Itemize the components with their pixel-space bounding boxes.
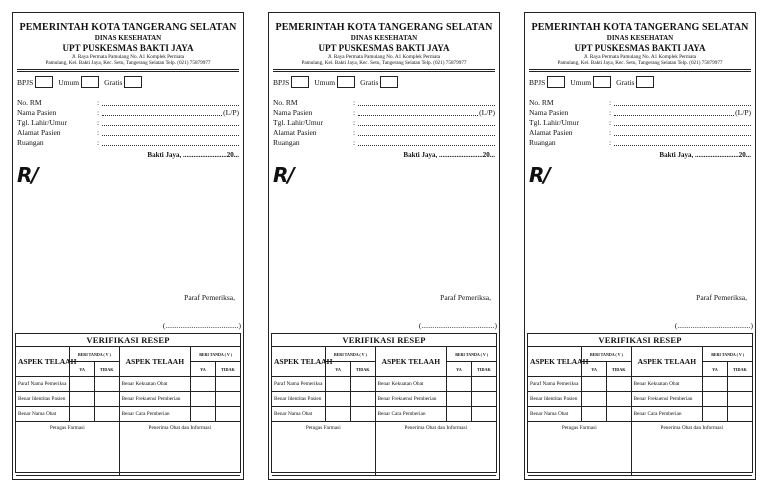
yes-header: YA: [703, 362, 728, 377]
patient-fields: [273, 98, 495, 148]
address-line-2: Pamulang, Kel. Bakti Jaya, Kec. Setu, Tangerang Selatan Telp. (021) 75879977: [45, 60, 211, 67]
check-cell-no[interactable]: [215, 407, 240, 422]
pharmacist-signature[interactable]: Petugas Farmasi: [272, 422, 375, 476]
verification-title: VERIFIKASI RESEP: [16, 334, 240, 347]
field-input-line[interactable]: :: [97, 118, 239, 128]
place-date: Bakti Jaya, .........................20...: [659, 151, 751, 160]
aspect-item: Benar Cara Pemberian: [375, 407, 447, 422]
checkbox-gratis[interactable]: [124, 76, 142, 88]
recipient-signature[interactable]: Penerima Obat dan Informasi: [631, 422, 752, 476]
field-alamat: [529, 128, 751, 138]
aspect-item: Paraf Nama Pemeriksa: [528, 377, 582, 392]
address-line-1: Jl. Raya Permata Pamulang No. A1 Komplek Permata: [583, 54, 697, 60]
field-label: Tgl. Lahir/Umur: [273, 118, 323, 128]
aspect-item: Benar Nama Obat: [16, 407, 70, 422]
recipient-signature[interactable]: Penerima Obat dan Informasi: [119, 422, 240, 476]
field-label: Alamat Pasien: [529, 128, 573, 138]
check-cell-yes[interactable]: [70, 392, 95, 407]
aspect-item: Benar Frekuensi Pemberian: [375, 392, 447, 407]
check-cell-yes[interactable]: [70, 377, 95, 392]
aspect-header-right: ASPEK TELAAH: [119, 347, 191, 377]
category-label-gratis: Gratis: [360, 77, 379, 87]
category-label-gratis: Gratis: [616, 77, 635, 87]
field-ruangan: [17, 138, 239, 148]
check-cell-yes[interactable]: [447, 407, 472, 422]
check-cell-no[interactable]: [727, 407, 752, 422]
pharmacist-signature[interactable]: Petugas Farmasi: [528, 422, 631, 476]
field-input-line[interactable]: :: [609, 118, 751, 128]
field-nama-pasien: [273, 108, 495, 118]
examiner-signature-label: Paraf Pemeriksa,: [184, 293, 235, 302]
field-nama-pasien: [17, 108, 239, 118]
aspect-item: Benar Identitas Pasien: [528, 392, 582, 407]
field-tgl-lahir: [273, 118, 495, 128]
field-label: Alamat Pasien: [273, 128, 317, 138]
payment-category-row: [17, 76, 243, 88]
yes-header: YA: [447, 362, 472, 377]
check-cell-no[interactable]: [606, 377, 631, 392]
table-row: [16, 392, 240, 407]
check-cell-yes[interactable]: [191, 407, 216, 422]
aspect-item: Benar Cara Pemberian: [119, 407, 191, 422]
check-cell-yes[interactable]: [326, 392, 351, 407]
field-input-line[interactable]: :: [353, 118, 495, 128]
check-header-right: BERI TANDA ( V ): [703, 347, 752, 362]
clinic-title: UPT PUSKESMAS BAKTI JAYA: [574, 43, 706, 53]
aspect-item: Benar Frekuensi Pemberian: [119, 392, 191, 407]
prescription-form-2: [268, 12, 500, 480]
check-header-left: BERI TANDA ( V ): [582, 347, 631, 362]
check-cell-no[interactable]: [727, 392, 752, 407]
field-input-line[interactable]: :: [609, 98, 751, 108]
form-header: [13, 23, 243, 66]
yes-header: YA: [191, 362, 216, 377]
category-label-bpjs: BPJS: [529, 77, 546, 87]
header-divider-thin: [273, 71, 495, 72]
header-divider: [17, 69, 239, 70]
address-line-1: Jl. Raya Permata Pamulang No. A1 Komplek Permata: [327, 54, 441, 60]
check-cell-yes[interactable]: [703, 407, 728, 422]
gender-suffix: (L/P): [735, 108, 751, 118]
department-title: DINAS KESEHATAN: [606, 34, 674, 42]
government-title: PEMERINTAH KOTA TANGERANG SELATAN: [19, 22, 237, 33]
field-input-line[interactable]: : (L/P): [609, 108, 751, 118]
department-title: DINAS KESEHATAN: [94, 34, 162, 42]
examiner-signature-line[interactable]: (.......................................): [162, 321, 241, 330]
checkbox-bpjs[interactable]: [35, 76, 53, 88]
aspect-item: Paraf Nama Pemeriksa: [16, 377, 70, 392]
table-header-row: [16, 347, 240, 362]
check-cell-no[interactable]: [215, 392, 240, 407]
aspect-item: Benar Nama Obat: [528, 407, 582, 422]
prescription-form-3: [524, 12, 756, 480]
check-header-left: BERI TANDA ( V ): [326, 347, 375, 362]
check-cell-no[interactable]: [94, 377, 119, 392]
check-header-left: BERI TANDA ( V ): [70, 347, 119, 362]
field-label: No. RM: [273, 98, 298, 108]
check-cell-no[interactable]: [606, 407, 631, 422]
field-ruangan: [529, 138, 751, 148]
category-label-bpjs: BPJS: [17, 77, 34, 87]
address-line-1: Jl. Raya Permata Pamulang No. A1 Komplek Permata: [71, 54, 185, 60]
field-no-rm: [17, 98, 239, 108]
department-title: DINAS KESEHATAN: [350, 34, 418, 42]
field-alamat: [273, 128, 495, 138]
verification-title: VERIFIKASI RESEP: [528, 334, 752, 347]
rx-symbol: R/: [273, 163, 294, 187]
aspect-item: Paraf Nama Pemeriksa: [272, 377, 326, 392]
check-cell-no[interactable]: [350, 392, 375, 407]
check-header-right: BERI TANDA ( V ): [191, 347, 240, 362]
field-nama-pasien: [529, 108, 751, 118]
category-label-gratis: Gratis: [104, 77, 123, 87]
checkbox-bpjs[interactable]: [547, 76, 565, 88]
check-cell-no[interactable]: [471, 377, 496, 392]
field-input-line[interactable]: :: [353, 98, 495, 108]
check-cell-no[interactable]: [471, 407, 496, 422]
verification-title: VERIFIKASI RESEP: [272, 334, 496, 347]
field-label: Tgl. Lahir/Umur: [17, 118, 67, 128]
verification-table: [272, 347, 496, 476]
field-input-line[interactable]: : (L/P): [353, 108, 495, 118]
table-row: [16, 407, 240, 422]
check-cell-yes[interactable]: [191, 377, 216, 392]
no-header: TIDAK: [471, 362, 496, 377]
verification-table: [528, 347, 752, 476]
table-row: [272, 407, 496, 422]
aspect-header-left: ASPEK TELAAH: [528, 347, 582, 377]
verification-table: [16, 347, 240, 476]
field-input-line[interactable]: :: [97, 98, 239, 108]
no-header: TIDAK: [215, 362, 240, 377]
category-label-umum: Umum: [58, 77, 80, 87]
field-input-line[interactable]: :: [609, 138, 751, 148]
table-row: [528, 377, 752, 392]
verification-section: [271, 333, 497, 473]
payment-category-row: [273, 76, 499, 88]
yes-header: YA: [70, 362, 95, 377]
check-cell-yes[interactable]: [703, 377, 728, 392]
category-label-umum: Umum: [570, 77, 592, 87]
checkbox-gratis[interactable]: [380, 76, 398, 88]
field-alamat: [17, 128, 239, 138]
field-label: Ruangan: [17, 138, 44, 148]
check-cell-yes[interactable]: [582, 377, 607, 392]
check-cell-no[interactable]: [350, 377, 375, 392]
field-input-line[interactable]: :: [97, 138, 239, 148]
place-date: Bakti Jaya, .........................20...: [147, 151, 239, 160]
recipient-signature[interactable]: Penerima Obat dan Informasi: [375, 422, 496, 476]
yes-header: YA: [582, 362, 607, 377]
check-cell-yes[interactable]: [582, 392, 607, 407]
address-line-2: Pamulang, Kel. Bakti Jaya, Kec. Setu, Tangerang Selatan Telp. (021) 75879977: [557, 60, 723, 67]
aspect-item: Benar Frekuensi Pemberian: [631, 392, 703, 407]
address-line-2: Pamulang, Kel. Bakti Jaya, Kec. Setu, Tangerang Selatan Telp. (021) 75879977: [301, 60, 467, 67]
check-cell-no[interactable]: [215, 377, 240, 392]
aspect-item: Benar Cara Pemberian: [631, 407, 703, 422]
table-row: [272, 377, 496, 392]
header-divider: [273, 69, 495, 70]
header-divider-thin: [17, 71, 239, 72]
check-header-right: BERI TANDA ( V ): [447, 347, 496, 362]
check-cell-yes[interactable]: [447, 392, 472, 407]
pharmacist-signature[interactable]: Petugas Farmasi: [16, 422, 119, 476]
check-cell-yes[interactable]: [326, 377, 351, 392]
verification-section: [15, 333, 241, 473]
field-input-line[interactable]: :: [353, 138, 495, 148]
check-cell-no[interactable]: [727, 377, 752, 392]
yes-header: YA: [326, 362, 351, 377]
check-cell-yes[interactable]: [326, 407, 351, 422]
aspect-item: Benar Identitas Pasien: [272, 392, 326, 407]
check-cell-no[interactable]: [606, 392, 631, 407]
aspect-item: Benar Kekuatan Obat: [631, 377, 703, 392]
field-label: No. RM: [529, 98, 554, 108]
form-header: [525, 23, 755, 66]
payment-category-row: [529, 76, 755, 88]
field-label: Alamat Pasien: [17, 128, 61, 138]
check-cell-no[interactable]: [94, 392, 119, 407]
checkbox-bpjs[interactable]: [291, 76, 309, 88]
field-input-line[interactable]: :: [609, 128, 751, 138]
field-label: Ruangan: [273, 138, 300, 148]
examiner-signature-line[interactable]: (.......................................): [418, 321, 497, 330]
gender-suffix: (L/P): [223, 108, 239, 118]
patient-fields: [17, 98, 239, 148]
aspect-item: Benar Identitas Pasien: [16, 392, 70, 407]
table-header-row: [272, 347, 496, 362]
aspect-item: Benar Kekuatan Obat: [119, 377, 191, 392]
verification-section: [527, 333, 753, 473]
gender-suffix: (L/P): [479, 108, 495, 118]
check-cell-yes[interactable]: [447, 377, 472, 392]
signature-row: [16, 422, 240, 476]
aspect-header-left: ASPEK TELAAH: [16, 347, 70, 377]
check-cell-no[interactable]: [350, 407, 375, 422]
field-label: Nama Pasien: [529, 108, 569, 118]
examiner-signature-line[interactable]: (.......................................): [674, 321, 753, 330]
table-row: [272, 392, 496, 407]
checkbox-umum[interactable]: [593, 76, 611, 88]
government-title: PEMERINTAH KOTA TANGERANG SELATAN: [275, 22, 493, 33]
check-cell-no[interactable]: [471, 392, 496, 407]
table-row: [528, 407, 752, 422]
checkbox-umum[interactable]: [81, 76, 99, 88]
signature-row: [272, 422, 496, 476]
no-header: TIDAK: [606, 362, 631, 377]
field-label: No. RM: [17, 98, 42, 108]
check-cell-yes[interactable]: [582, 407, 607, 422]
clinic-title: UPT PUSKESMAS BAKTI JAYA: [62, 43, 194, 53]
aspect-header-right: ASPEK TELAAH: [631, 347, 703, 377]
clinic-title: UPT PUSKESMAS BAKTI JAYA: [318, 43, 450, 53]
field-no-rm: [529, 98, 751, 108]
field-label: Ruangan: [529, 138, 556, 148]
table-row: [16, 377, 240, 392]
place-date: Bakti Jaya, .........................20...: [403, 151, 495, 160]
patient-fields: [529, 98, 751, 148]
check-cell-yes[interactable]: [70, 407, 95, 422]
field-ruangan: [273, 138, 495, 148]
rx-symbol: R/: [17, 163, 38, 187]
header-divider-thin: [529, 71, 751, 72]
rx-symbol: R/: [529, 163, 550, 187]
check-cell-yes[interactable]: [703, 392, 728, 407]
field-no-rm: [273, 98, 495, 108]
category-label-bpjs: BPJS: [273, 77, 290, 87]
table-header-row: [528, 347, 752, 362]
government-title: PEMERINTAH KOTA TANGERANG SELATAN: [531, 22, 749, 33]
checkbox-gratis[interactable]: [636, 76, 654, 88]
field-input-line[interactable]: :: [97, 128, 239, 138]
header-divider: [529, 69, 751, 70]
checkbox-umum[interactable]: [337, 76, 355, 88]
aspect-item: Benar Kekuatan Obat: [375, 377, 447, 392]
table-row: [528, 392, 752, 407]
aspect-header-right: ASPEK TELAAH: [375, 347, 447, 377]
examiner-signature-label: Paraf Pemeriksa,: [696, 293, 747, 302]
aspect-header-left: ASPEK TELAAH: [272, 347, 326, 377]
field-label: Tgl. Lahir/Umur: [529, 118, 579, 128]
no-header: TIDAK: [94, 362, 119, 377]
form-header: [269, 23, 499, 66]
prescription-form-1: [12, 12, 244, 480]
check-cell-yes[interactable]: [191, 392, 216, 407]
signature-row: [528, 422, 752, 476]
check-cell-no[interactable]: [94, 407, 119, 422]
examiner-signature-label: Paraf Pemeriksa,: [440, 293, 491, 302]
field-label: Nama Pasien: [17, 108, 57, 118]
field-input-line[interactable]: :: [353, 128, 495, 138]
category-label-umum: Umum: [314, 77, 336, 87]
aspect-item: Benar Nama Obat: [272, 407, 326, 422]
field-tgl-lahir: [17, 118, 239, 128]
no-header: TIDAK: [727, 362, 752, 377]
field-input-line[interactable]: : (L/P): [97, 108, 239, 118]
field-label: Nama Pasien: [273, 108, 313, 118]
field-tgl-lahir: [529, 118, 751, 128]
no-header: TIDAK: [350, 362, 375, 377]
